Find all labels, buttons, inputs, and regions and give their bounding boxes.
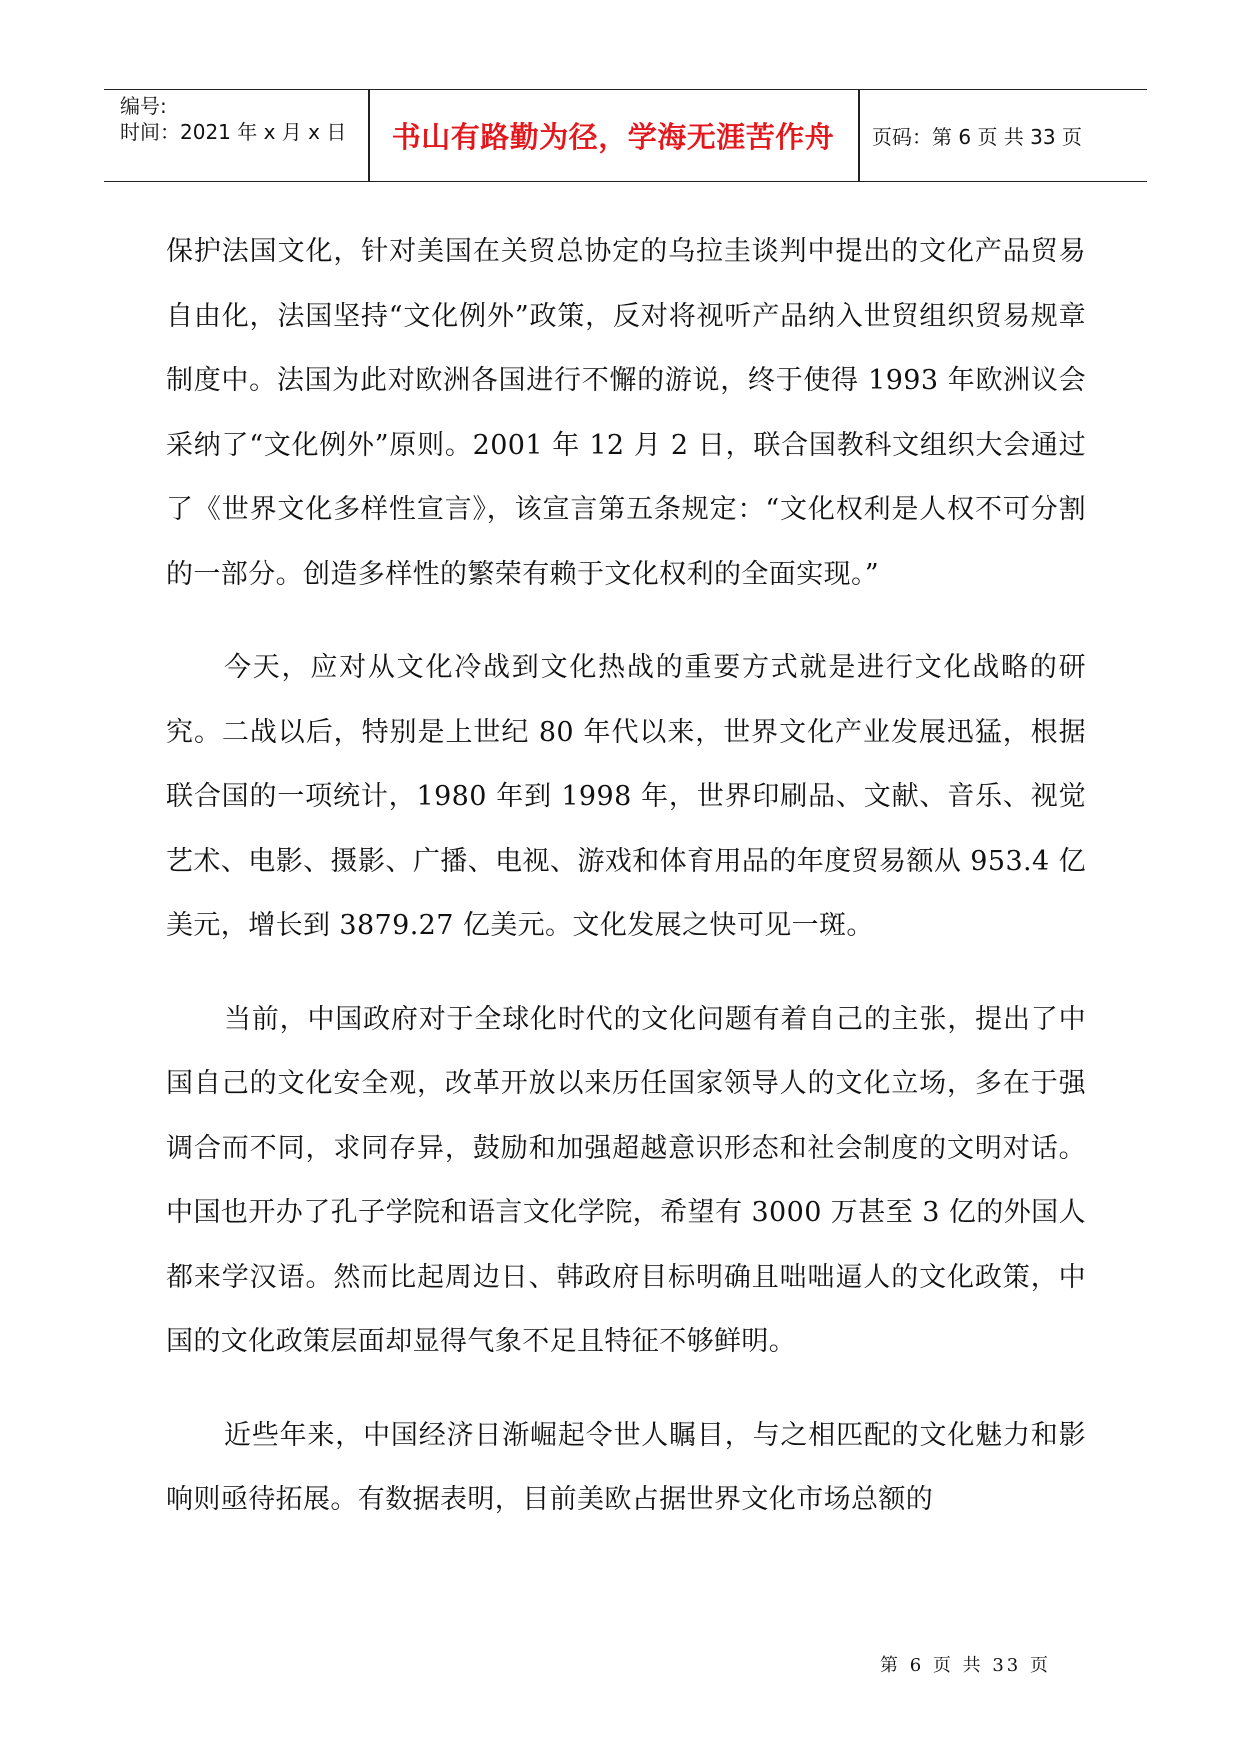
body-text	[166, 220, 1086, 1533]
number-label: 编号:	[120, 94, 167, 118]
paragraph-1: 保护法国文化，针对美国在关贸总协定的乌拉圭谈判中提出的文化产品贸易自由化，法国坚持“文化例外”政策，反对将视听产品纳入世贸组织贸易规章制度中。法国为此对欧洲各国进行不懈的游说，终于使得 1993 年欧洲议会采纳了“文化例外”原则。2001 年 12 月 2 日，联合国教科文组织大会通过了《世界文化多样性宣言》，该宣言第五条规定：“文化权利是人权不可分割的一部分。创造多样性的繁荣有赖于文化权利的全面实现。”	[166, 236, 1086, 590]
header-motto: 书山有路勤为径，学海无涯苦作舟	[391, 119, 835, 154]
time-label: 时间：2021 年 x 月 x 日	[120, 120, 347, 144]
header-page-label: 页码：第 6 页 共 33 页	[872, 124, 1082, 149]
paragraph-2: 今天，应对从文化冷战到文化热战的重要方式就是进行文化战略的研究。二战以后，特别是上世纪 80 年代以来，世界文化产业发展迅猛，根据联合国的一项统计，1980 年到 1998 年，世界印刷品、文献、音乐、视觉艺术、电影、摄影、广播、电视、游戏和体育用品的年度贸易额从 953.4 亿美元，增长到 3879.27 亿美元。文化发展之快可见一斑。	[166, 652, 1086, 941]
paragraph-3: 当前，中国政府对于全球化时代的文化问题有着自己的主张，提出了中国自己的文化安全观，改革开放以来历任国家领导人的文化立场，多在于强调合而不同，求同存异，鼓励和加强超越意识形态和社会制度的文明对话。中国也开办了孔子学院和语言文化学院，希望有 3000 万甚至 3 亿的外国人都来学汉语。然而比起周边日、韩政府目标明确且咄咄逼人的文化政策，中国的文化政策层面却显得气象不足且特征不够鲜明。	[166, 1003, 1086, 1357]
page-header	[104, 89, 1147, 182]
header-divider	[858, 90, 860, 181]
paragraph-4: 近些年来，中国经济日渐崛起令世人瞩目，与之相匹配的文化魅力和影响则亟待拓展。有数据表明，目前美欧占据世界文化市场总额的	[166, 1419, 1086, 1515]
page-footer: 第 6 页 共 33 页	[880, 1655, 1051, 1676]
header-meta	[120, 93, 346, 145]
